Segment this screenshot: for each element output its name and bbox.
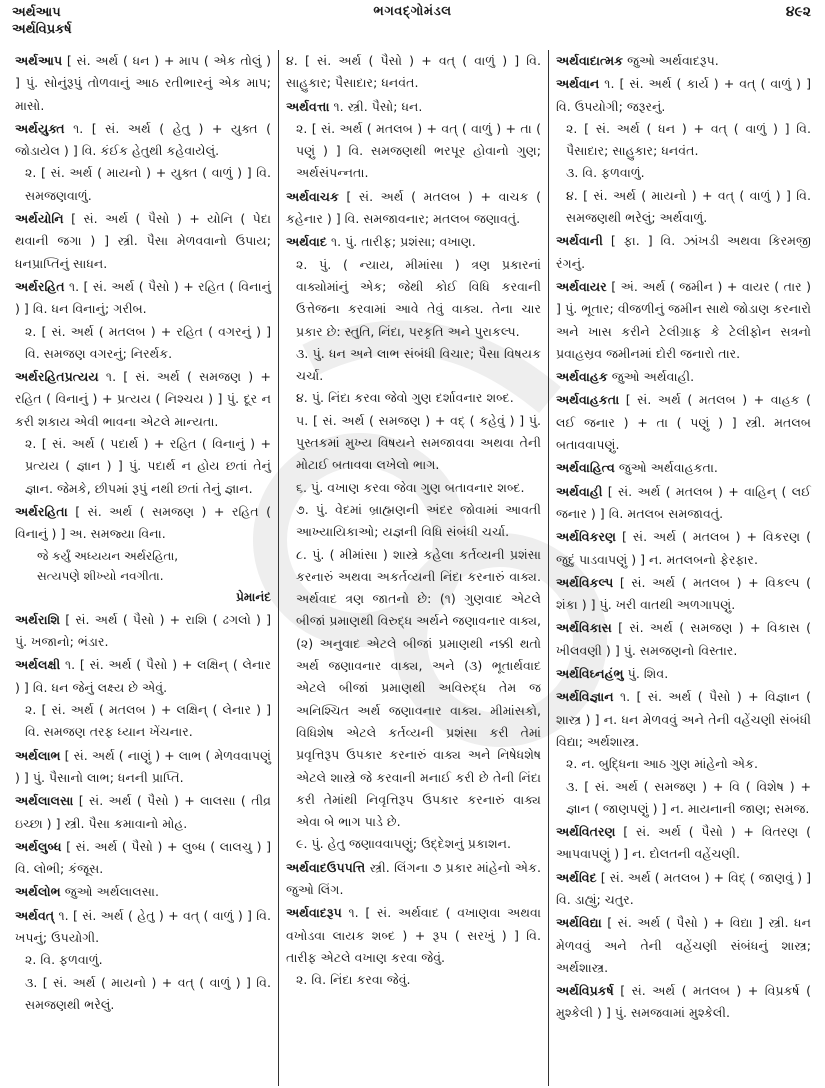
entry-definition — [15, 745, 271, 790]
definition-text: ૧. [ સં. અર્થ ( પૈસો ) + વિજ્ઞાન ( શાસ્ત્ર ) ] ન. ધન મેળવવું અને તેની વહેંચણી સંબંધી વિદ્યા; અર્થશાસ્ત્ર. — [556, 689, 811, 749]
dictionary-entry — [556, 366, 811, 388]
quotation-attribution: પ્રેમાનંદ — [236, 589, 271, 604]
definition-text: [ અં. અર્થ ( જમીન ) + વાયર ( તાર ) ] પું. ભૂતાર; વીજળીનું જમીન સાથે જોડાણ કરનારો અને ખાસ કરીને ટેલીગ્રાફ કે ટેલીફોન સત્રનો પ્રવાહસ્રવ જમીનમાં દોરી જનારો તાર. — [556, 278, 811, 361]
dictionary-entry — [556, 481, 811, 526]
entry-sense — [286, 387, 541, 409]
definition-text: ૧. સ્ત્રી. પૈસો; ધન. — [333, 98, 423, 114]
definition-text: ૩. [ સં. અર્થ ( સમજણ ) + વિ ( વિશેષ ) + જ્ઞાન ( જાણપણું ) ] ન. માયનાની જાણ; સમજ. — [566, 778, 811, 816]
definition-text: ૩. [ સં. અર્થ ( માયનો ) + વત્ ( વાળું ) ] વિ. સમજણથી ભરેલું. — [25, 974, 271, 1012]
definition-text: ૨. ન. બુદ્ધિના આઠ ગુણ માંહેનો એક. — [566, 756, 758, 772]
headword: અર્થવાદઉપપત્તિ — [286, 859, 366, 875]
definition-text: ૨. વિ. ફળવાળું. — [25, 952, 103, 968]
entry-definition — [15, 208, 271, 275]
headword: અર્થવિજ્ઞાન — [556, 689, 614, 705]
entry-definition — [286, 96, 541, 118]
quotation-line: જે કર્યું અધ્યયન અર્થરહિતા, — [37, 548, 179, 563]
headword: અર્થવિકાસ — [556, 620, 612, 636]
headword: અર્થરાશિ — [15, 611, 61, 627]
dictionary-entry — [15, 881, 271, 903]
entry-definition — [556, 663, 811, 685]
dictionary-entry — [556, 389, 811, 456]
headword: અર્થવાની — [556, 233, 603, 249]
definition-text: ૩. વિ. ફળવાળું. — [566, 165, 645, 181]
entry-definition — [556, 912, 811, 979]
headword: અર્થવિકલ્પ — [556, 574, 614, 590]
definition-text: [ સં. અર્થ ( પૈસો ) + લાલસા ( તીવ્ર ઇચ્છા ) ] સ્ત્રી. પૈસા કમાવાનો મોહ. — [15, 793, 271, 831]
definition-text: [ સં. અર્થ ( પૈસો ) + વિતરણ ( આપવાપણું ) ] ન. દોલતની વહેંચણી. — [556, 824, 811, 862]
dictionary-entry — [556, 663, 811, 685]
definition-text: ૧. પું. તારીફ; પ્રશંસા; વખાણ. — [330, 234, 476, 250]
headword: અર્થલુબ્ધ — [15, 838, 62, 854]
definition-text: [ સં. અર્થ ( મતલબ ) + વાહક ( લઈ જનાર ) + તા ( પણું ) ] સ્ત્રી. મતલબ બતાવવાપણું. — [556, 392, 811, 453]
definition-text: ૨. [ સં. અર્થ ( પદાર્થ ) + રહિત ( વિનાનું ) + પ્રત્યય ( જ્ઞાન ) ] પું. પદાર્થ ન હોય છતાં તેનું જ્ઞાન. જેમકે, છીપમાં રૂપું નથી છતાં તેનું જ્ઞાન. — [25, 436, 271, 496]
definition-text: [ સં. અર્થ ( મતલબ ) + વિપ્રકર્ષ ( મુશ્કેલી ) ] પું. સમજવામાં મુશ્કેલી. — [556, 983, 811, 1021]
headword: અર્થરહિતપ્રત્યય — [15, 369, 99, 385]
headword: અર્થવાન — [556, 76, 600, 92]
entry-definition — [556, 50, 811, 72]
entry-definition — [556, 617, 811, 662]
entry-sense — [286, 833, 541, 855]
entry-sense — [15, 949, 271, 971]
definition-text: [ સં. અર્થ ( પૈસો ) + લુબ્ધ ( લાલચુ ) ] વિ. લોભી; કંજૂસ. — [15, 838, 271, 877]
definition-text: ૨. [ સં. અર્થ ( મતલબ ) + લક્ષિન્ ( લેનાર ) ] વિ. સમજણ તરફ ધ્યાન ખેંચનાર. — [25, 702, 271, 740]
entry-sense — [286, 544, 541, 834]
entry-definition — [556, 366, 811, 388]
guide-word-first: અર્થઆપ — [12, 5, 61, 20]
entry-sense — [556, 118, 811, 163]
definition-text: જુઓ અર્થવાહકતા. — [618, 460, 718, 476]
definition-text: ૯. પું. હેતુ જણાવવાપણું; ઉદ્દેશનું પ્રકાશન. — [296, 836, 512, 852]
entry-definition — [15, 50, 271, 117]
entry-definition — [286, 186, 541, 231]
definition-text: [ સં. અર્થ ( પૈસો ) + યોનિ ( પેદા થવાની જગા ) ] સ્ત્રી. પૈસા મેળવવાનો ઉપાય; ધનપ્રાપ્તિનું સાધન. — [15, 211, 271, 271]
headword: અર્થવિઘ્નહંભુ — [556, 666, 624, 682]
dictionary-entry — [286, 902, 541, 991]
entry-definition — [556, 276, 811, 365]
column-left — [8, 50, 278, 1086]
dictionary-entry — [286, 50, 541, 95]
dictionary-entry — [15, 501, 271, 608]
dictionary-entry — [556, 912, 811, 979]
column-middle — [278, 50, 548, 1086]
definition-text: જુઓ અર્થલાલસા. — [64, 884, 160, 900]
headword: અર્થરહિત — [15, 278, 65, 294]
headword: અર્થયોનિ — [15, 211, 64, 227]
definition-text: ૩. પું. ધન અને લાભ સંબંધી વિચાર; પૈસા વિષયક ચર્ચા. — [296, 345, 541, 384]
dictionary-entry — [15, 745, 271, 790]
dictionary-entry — [15, 276, 271, 365]
headword: અર્થવિદ્યા — [556, 915, 602, 931]
headword: અર્થવાહક — [556, 369, 608, 385]
dictionary-entry — [15, 790, 271, 835]
definition-text: ૨. પું. ( ન્યાય, મીમાંસા ) ત્રણ પ્રકારનાં વાક્યોમાંનું એક; જેથી કોઈ વિધિ કરવાની ઉત્તેજના કરવામાં આવે તેવું વાક્ય. તેના ચાર પ્રકાર છે: સ્તુતિ, નિંદા, પરકૃતિ અને પુરાકલ્પ. — [296, 256, 541, 339]
entry-definition — [286, 50, 541, 95]
entry-sense — [556, 753, 811, 775]
headword: અર્થલોભ — [15, 884, 61, 900]
entry-sense — [556, 162, 811, 184]
entry-definition — [286, 231, 541, 253]
dictionary-entry — [286, 857, 541, 902]
entry-definition — [15, 790, 271, 835]
headword: અર્થવાદરૂપ — [286, 905, 342, 921]
dictionary-entry — [556, 276, 811, 365]
entry-sense — [15, 162, 271, 207]
definition-text: [ સં. અર્થ ( મતલબ ) + વાહિન્ ( લઈ જનાર ) ] વિ. મતલબ સમજાવતું. — [556, 483, 811, 521]
definition-text: ૧. [ સં. અર્થ ( હેતુ ) + વત્ ( વાળું ) ] વિ. ખપનું; ઉપયોગી. — [15, 907, 271, 945]
dictionary-entry — [15, 654, 271, 743]
headword: અર્થવિકરણ — [556, 529, 617, 545]
definition-text: ૧. [ સં. અર્થ ( હેતુ ) + યુક્ત ( જોડાયેલ ) ] વિ. કંઈક હેતુથી કહેવાયેલું. — [15, 120, 271, 159]
dictionary-entry — [15, 366, 271, 500]
dictionary-entry — [556, 617, 811, 662]
definition-text: [ ફા. ] વિ. ઝાંખડી અથવા કિરમજી રંગનું. — [556, 233, 811, 271]
headword: અર્થરહિતા — [15, 503, 68, 519]
dictionary-entry — [556, 867, 811, 912]
headword: અર્થઆપ — [15, 53, 63, 68]
page-header — [0, 0, 825, 52]
entry-definition — [15, 609, 271, 654]
entry-definition — [15, 276, 271, 321]
entry-definition — [15, 836, 271, 881]
definition-text: ૬. પું. વખાણ કરવા જેવા ગુણ બતાવનાર શબ્દ. — [296, 479, 525, 495]
headword: અર્થવિદ — [556, 869, 597, 885]
dictionary-entry — [15, 609, 271, 654]
definition-text: ૨. [ સં. અર્થ ( માયનો ) + યુક્ત ( વાળું ) ] વિ. સમજણવાળું. — [25, 165, 271, 203]
quotation-line: સત્યપણે શીખ્યો નવગીતા. — [37, 568, 164, 583]
definition-text: ૧. [ સં. અર્થવાદ ( વખાણવા અથવા વખોડવા લાયક શબ્દ ) + રૂપ ( સરખું ) ] વિ. તારીફ એટલે વખાણ કરવા જેવું. — [286, 905, 541, 965]
entry-sense — [15, 972, 271, 1017]
entry-definition — [556, 686, 811, 753]
entry-sense — [286, 969, 541, 991]
entry-definition — [15, 366, 271, 433]
definition-text: ૧. [ સં. અર્થ ( પૈસો ) + રહિત ( વિનાનું ) ] વિ. ધન વિનાનું; ગરીબ. — [15, 278, 271, 317]
definition-text: [ સં. અર્થ ( મતલબ ) + વિકરણ ( જુદું પાડવાપણું ) ] ન. મતલબનો ફેરફાર. — [556, 529, 811, 567]
entry-definition — [15, 905, 271, 950]
entry-sense — [15, 699, 271, 744]
entry-definition — [556, 526, 811, 571]
guide-word-last: અર્થવિપ્રકર્ષ — [12, 22, 72, 37]
entry-definition — [286, 857, 541, 902]
definition-text: પું. શિવ. — [627, 666, 669, 682]
entry-definition — [556, 389, 811, 456]
definition-text: સ્ત્રી. લિંગના ૭ પ્રકાર માંહેનો એક. જુઓ લિંગ. — [286, 859, 541, 897]
entry-sense — [286, 343, 541, 388]
headword: અર્થવિતરણ — [556, 824, 616, 840]
entry-sense — [286, 254, 541, 343]
dictionary-columns — [8, 50, 820, 1086]
definition-text: ૨. [ સં. અર્થ ( મતલબ ) + રહિત ( વગરનું ) ] વિ. સમજણ વગરનું; નિરર્થક. — [25, 323, 271, 361]
dictionary-entry — [15, 118, 271, 207]
headword: અર્થવાદાત્મક — [556, 53, 624, 68]
entry-sense — [286, 410, 541, 477]
definition-text: ૧. [ સં. અર્થ ( સમજણ ) + રહિત ( વિનાનું ) + પ્રત્યય ( નિશ્ચય ) ] પું. દૂર ન કરી શકાય એવી ભાવના એટલે માન્યતા. — [15, 369, 271, 429]
entry-sense — [286, 118, 541, 185]
definition-text: [ સં. અર્થ ( પૈસો ) + રાશિ ( ઢગલો ) ] પું. ખજાનો; ભંડાર. — [15, 611, 271, 650]
dictionary-entry — [556, 73, 811, 229]
dictionary-entry — [286, 186, 541, 231]
definition-text: ૧. [ સં. અર્થ ( કાર્ય ) + વત્ ( વાળું ) ] વિ. ઉપયોગી; જરૂરનું. — [556, 76, 811, 114]
definition-text: ૨. [ સં. અર્થ ( મતલબ ) + વત્ ( વાળું ) + તા ( પણું ) ] વિ. સમજણથી ભરપૂર હોવાનો ગુણ; અર્થસંપન્નતા. — [296, 120, 541, 181]
entry-definition — [556, 867, 811, 912]
definition-text: ૧. [ સં. અર્થ ( પૈસો ) + લક્ષિન્ ( લેનાર ) ] વિ. ધન જેનું લક્ષ્ય છે એવું. — [15, 657, 271, 695]
definition-text: ૨. વિ. નિંદા કરવા જેવું. — [296, 972, 411, 988]
dictionary-entry — [15, 836, 271, 881]
dictionary-entry — [556, 230, 811, 275]
headword: અર્થવાહિત્વ — [556, 460, 615, 476]
headword: અર્થવાદ — [286, 234, 327, 250]
headword: અર્થવત્ — [15, 907, 55, 923]
dictionary-entry — [556, 457, 811, 479]
dictionary-entry — [556, 526, 811, 571]
headword: અર્થલાલસા — [15, 793, 74, 809]
dictionary-entry — [15, 208, 271, 275]
definition-text: [ સં. અર્થ ( મતલબ ) + વિદ્ ( જાણવું ) ] વિ. ડાહ્યું; ચતુર. — [556, 869, 811, 907]
headword: અર્થવાહી — [556, 483, 603, 499]
definition-text: ૪. પું. નિંદા કરવા જેવો ગુણ દર્શાવનાર શબ્દ. — [296, 390, 514, 406]
definition-text: ૪. [ સં. અર્થ ( પૈસો ) + વત્ ( વાળું ) ] વિ. સાહુકાર; પૈસાદાર; ધનવંત. — [286, 53, 541, 91]
headword: અર્થવત્તા — [286, 98, 330, 114]
entry-definition — [15, 881, 271, 903]
definition-text: [ સં. અર્થ ( સમજણ ) + રહિત ( વિનાનું ) ] અ. સમજ્યા વિના. — [15, 503, 271, 542]
entry-definition — [15, 501, 271, 546]
definition-text: [ સં. અર્થ ( મતલબ ) + વાચક ( કહેનાર ) ] વિ. સમજાવનાર; મતલબ જણાવતું. — [286, 188, 541, 227]
entry-definition — [556, 481, 811, 526]
entry-sense — [15, 321, 271, 366]
definition-text: ૮. પું. ( મીમાંસા ) શાસ્ત્રે કહેલા કર્તવ્યની પ્રશંસા કરનારું અથવા અકર્તવ્યની નિંદા કરનારું વાક્ય. અર્થવાદ ત્રણ જાતનો છે: (૧) ગુણવાદ એટલે બીજાં પ્રમાણથી વિરુદ્ધ અર્થને જણાવનાર વાક્ય, (૨) અનુવાદ એટલે બીજાં પ્રમાણથી નક્કી થતો અર્થ જણાવનાર વાક્ય, અને (૩) ભૂતાર્થવાદ એટલે બીજાં પ્રમાણથી અવિરુદ્ધ તેમ જ અનિશ્ચિત અર્થ જણાવનાર વાક્ય. મીમાંસકો, વિધિશેષ એટલે કર્તવ્યની પ્રશંસા કરી તેમાં પ્રવૃત્તિરૂપ ઉપકાર કરનારું વાક્ય અને નિષેધશેષ એટલે શાસ્ત્રે જે કરવાની મનાઈ કરી છે તેની નિંદા કરી તેમાંથી નિવૃત્તિરૂપ ઉપકાર કરનારું વાક્ય એવા બે ભાગ પાડે છે. — [296, 546, 542, 830]
headword: અર્થવાચક — [286, 188, 339, 204]
entry-sense — [556, 776, 811, 821]
definition-text: ૫. [ સં. અર્થ ( સમજણ ) + વદ્ ( કહેવું ) ] પું. પુસ્તકમાં મુખ્ય વિષયને સમજાવવા અથવા તેની મોટાઈ બતાવવા લખેલો ભાગ. — [296, 412, 541, 473]
entry-sense — [286, 477, 541, 499]
definition-text: જુઓ અર્થવાહી. — [611, 369, 695, 385]
definition-text: જુઓ અર્થવાદરૂપ. — [627, 53, 719, 68]
entry-definition — [286, 902, 541, 969]
entry-definition — [15, 654, 271, 699]
definition-text: [ સં. અર્થ ( પૈસો ) + વિદ્યા ] સ્ત્રી. ધન મેળવવું અને તેની વહેંચણી સંબંધનું શાસ્ત્ર; અર્થશાસ્ત્ર. — [556, 915, 811, 975]
definition-text: [ સં. અર્થ ( નાણું ) + લાભ ( મેળવવાપણું ) ] પું. પૈસાનો લાભ; ધનની પ્રાપ્તિ. — [15, 747, 271, 785]
dictionary-entry — [15, 50, 271, 117]
definition-text: [ સં. અર્થ ( ધન ) + માપ ( એક તોલું ) ] પું. સોનુંરૂપું તોળવાનું આઠ રતીભારનું એક માપ; માસો. — [15, 53, 271, 113]
entry-definition — [556, 980, 811, 1025]
column-right — [548, 50, 818, 1086]
entry-definition — [556, 457, 811, 479]
headword: અર્થલક્ષી — [15, 657, 61, 673]
dictionary-entry — [556, 821, 811, 866]
dictionary-entry — [286, 96, 541, 185]
running-title: ભગવદ્ગોમંડલ — [373, 4, 452, 19]
entry-definition — [15, 118, 271, 163]
definition-text: [ સં. અર્થ ( મતલબ ) + વિકલ્પ ( શંકા ) ] પું. ખરી વાતથી અળગાપણું. — [556, 574, 811, 613]
headword: અર્થવાયર — [556, 278, 607, 294]
dictionary-entry — [286, 231, 541, 855]
dictionary-entry — [556, 686, 811, 820]
definition-text: [ સં. અર્થ ( સમજણ ) + વિકાસ ( ખીલવણી ) ] પું. સમજણનો વિસ્તાર. — [556, 620, 811, 658]
entry-sense — [286, 499, 541, 544]
entry-definition — [556, 572, 811, 617]
dictionary-entry — [556, 980, 811, 1025]
dictionary-entry — [556, 572, 811, 617]
page-number: ૪૯૨ — [785, 4, 811, 20]
entry-definition — [556, 821, 811, 866]
entry-definition — [556, 73, 811, 118]
definition-text: ૭. પું. વેદમાં બ્રાહ્મણની અંદર જોવામાં આવતી આખ્યાયિકાઓ; યજ્ઞની વિધિ સંબંધી ચર્ચા. — [296, 501, 541, 540]
entry-sense — [15, 433, 271, 500]
definition-text: ૨. [ સં. અર્થ ( ધન ) + વત્ ( વાળું ) ] વિ. પૈસાદાર; સાહુકાર; ધનવંત. — [566, 120, 811, 159]
headword: અર્થલાભ — [15, 747, 61, 763]
headword: અર્થવાહકતા — [556, 392, 620, 408]
entry-sense — [556, 185, 811, 230]
dictionary-entry — [556, 50, 811, 72]
headword: અર્થવિપ્રકર્ષ — [556, 983, 614, 999]
headword: અર્થયુક્ત — [15, 120, 65, 136]
definition-text: ૪. [ સં. અર્થ ( માયનો ) + વત્ ( વાળું ) ] વિ. સમજણથી ભરેલું; અર્થવાળું. — [566, 187, 811, 226]
entry-definition — [556, 230, 811, 275]
dictionary-entry — [15, 905, 271, 1016]
